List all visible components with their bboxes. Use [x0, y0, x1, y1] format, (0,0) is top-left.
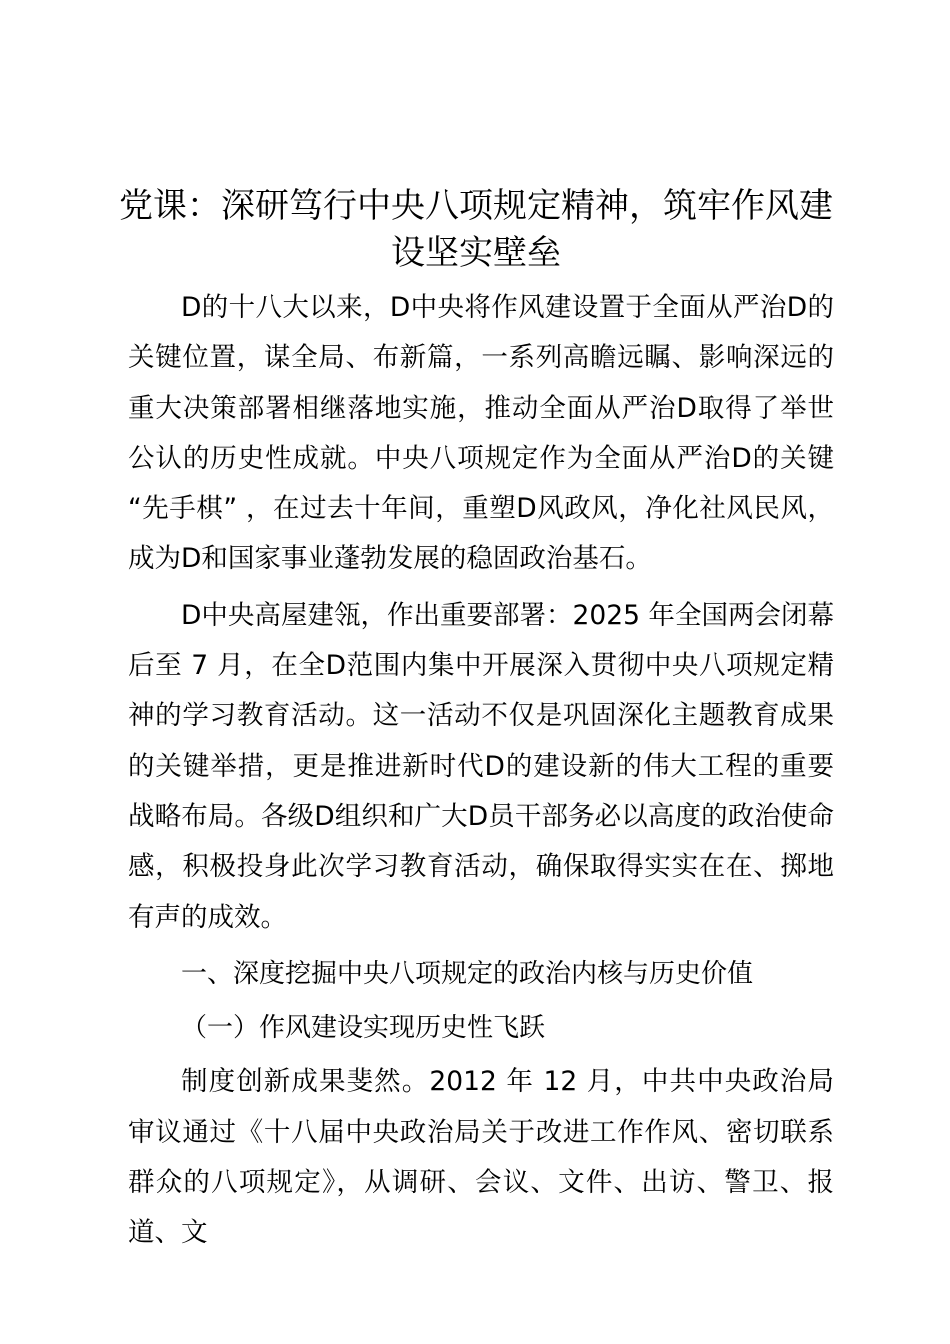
paragraph-1: D的十八大以来，D中央将作风建设置于全面从严治D的关键位置，谋全局、布新篇，一系列高瞻远瞩、影响深远的重大决策部署相继落地实施，推动全面从严治D取得了举世公认的历史性成就。中央八项规定作为全面从严治D的关键 “先手棋” ，在过去十年间，重塑D风政风，净化社风民风，成为D和国家事业蓬勃发展的稳固政治基石。	[128, 292, 834, 575]
paragraph-2: D中央高屋建瓴，作出重要部署：2025 年全国两会闭幕后至 7 月，在全D范围内集中开展深入贯彻中央八项规定精神的学习教育活动。这一活动不仅是巩固深化主题教育成果的关键举措，更是推进新时代D的建设新的伟大工程的重要战略布局。各级D组织和广大D员干部务必以高度的政治使命感，积极投身此次学习教育活动，确保取得实实在在、掷地有声的成效。	[128, 599, 834, 933]
document-body	[128, 283, 834, 1265]
section-heading: 一、深度挖掘中央八项规定的政治内核与历史价值	[181, 958, 754, 989]
subsection-heading: （一）作风建设实现历史性飞跃	[181, 1013, 546, 1044]
paragraph-3: 制度创新成果斐然。2012 年 12 月，中共中央政治局审议通过《十八届中央政治局关于改进工作作风、密切联系群众的八项规定》，从调研、会议、文件、出访、警卫、报道、文	[128, 1066, 834, 1249]
document-title: 党课：深研笃行中央八项规定精神，筑牢作风建设坚实壁垒	[119, 186, 833, 273]
